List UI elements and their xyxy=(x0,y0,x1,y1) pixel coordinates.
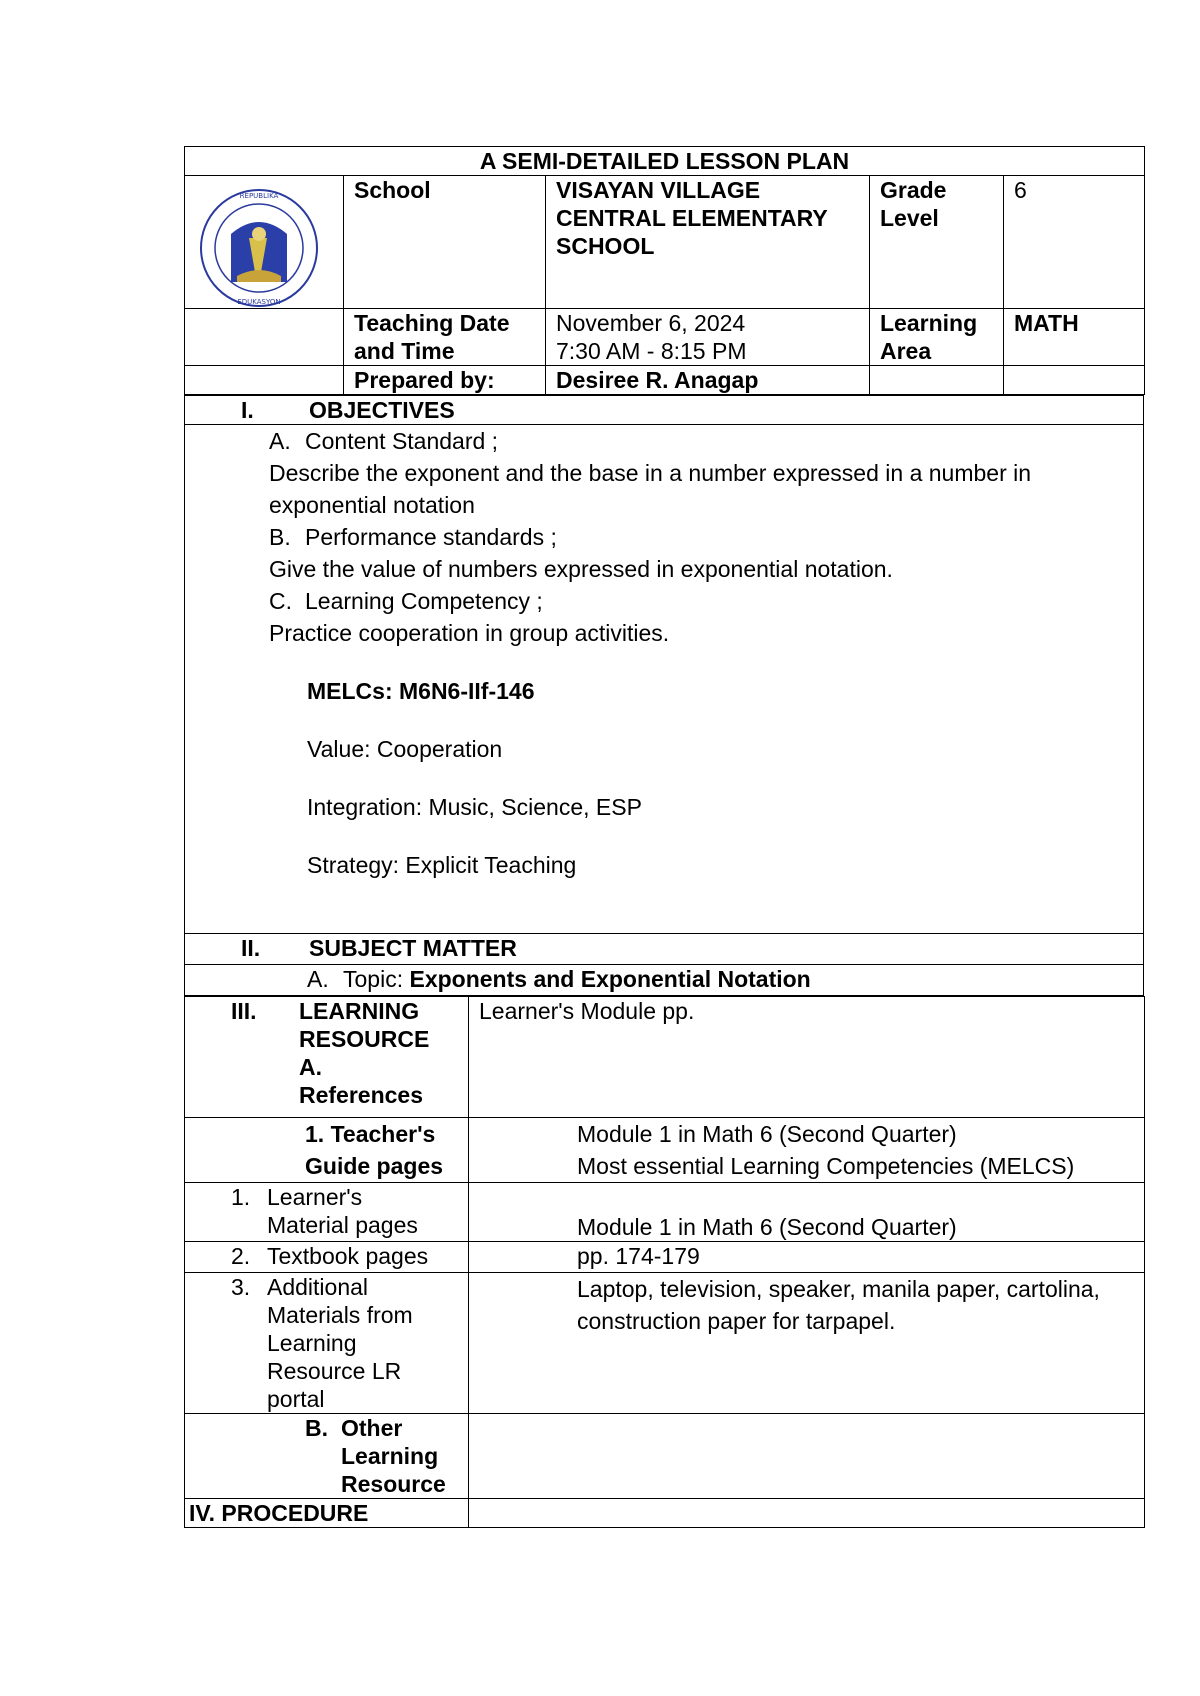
other-resource-block xyxy=(305,1414,458,1498)
learner-label: Learner's Material pages xyxy=(267,1184,418,1238)
objectives-body xyxy=(185,425,1144,934)
additional-label: Additional Materials from Learning Resource LR portal xyxy=(267,1274,413,1412)
resources-heading-text xyxy=(299,997,449,1109)
topic-value: Exponents and Exponential Notation xyxy=(409,966,811,992)
objectives-heading-row xyxy=(185,396,1144,425)
textbook-num: 2. xyxy=(231,1243,251,1269)
date-label: Teaching Date and Time xyxy=(344,309,546,366)
content-standard: A. Content Standard ; xyxy=(269,428,499,454)
teacher-guide-value-1: Module 1 in Math 6 (Second Quarter) xyxy=(577,1121,957,1147)
header-table xyxy=(184,146,1145,395)
learning-competency-desc: Practice cooperation in group activities. xyxy=(269,620,670,646)
subject-num: II. xyxy=(241,935,261,961)
resources-heading-cell xyxy=(185,997,469,1118)
resources-num: III. xyxy=(231,998,257,1024)
topic-row xyxy=(185,965,1144,996)
integration-text: Integration: Music, Science, ESP xyxy=(307,794,642,820)
procedure-value xyxy=(469,1499,1145,1528)
melcs-code: MELCs: M6N6-IIf-146 xyxy=(307,678,535,704)
empty-cell xyxy=(1004,366,1145,395)
empty-cell xyxy=(870,366,1004,395)
learner-material-block xyxy=(231,1183,458,1239)
objectives-table xyxy=(184,395,1144,996)
additional-num: 3. xyxy=(231,1274,251,1300)
objectives-heading: OBJECTIVES xyxy=(309,397,455,423)
learning-competency: C. Learning Competency ; xyxy=(269,588,543,614)
grade-value: 6 xyxy=(1004,176,1145,309)
topic-label: A. xyxy=(307,966,329,992)
performance-standard: B. Performance standards ; xyxy=(269,524,557,550)
document-title: A SEMI-DETAILED LESSON PLAN xyxy=(185,147,1145,176)
learner-material-cell xyxy=(185,1183,469,1242)
area-value: MATH xyxy=(1004,309,1145,366)
other-heading: Other Learning Resource xyxy=(341,1415,446,1497)
svg-text:REPUBLIKA: REPUBLIKA xyxy=(239,192,279,200)
prepared-label: Prepared by: xyxy=(344,366,546,395)
grade-label: Grade Level xyxy=(870,176,1004,309)
procedure-heading: IV. PROCEDURE xyxy=(185,1499,469,1528)
school-value: VISAYAN VILLAGE CENTRAL ELEMENTARY SCHOOL xyxy=(546,176,870,309)
references-value: Learner's Module pp. xyxy=(469,997,1145,1118)
performance-standard-desc: Give the value of numbers expressed in exponential notation. xyxy=(269,556,893,582)
other-resource-cell xyxy=(185,1414,469,1499)
empty-cell xyxy=(185,366,344,395)
textbook-label: Textbook pages xyxy=(267,1243,429,1269)
objectives-num: I. xyxy=(241,397,254,423)
area-label: Learning Area xyxy=(870,309,1004,366)
resources-heading-block xyxy=(185,997,458,1109)
references-label: A. xyxy=(299,1054,322,1080)
empty-cell xyxy=(185,309,344,366)
textbook-cell xyxy=(185,1242,469,1273)
textbook-value: pp. 174-179 xyxy=(469,1242,1145,1273)
learner-material-value: Module 1 in Math 6 (Second Quarter) xyxy=(469,1183,1145,1242)
content-standard-desc: Describe the exponent and the base in a number expressed in a number in exponential notation xyxy=(269,460,1032,518)
school-label: School xyxy=(344,176,546,309)
additional-materials-value: Laptop, television, speaker, manila paper, cartolina, construction paper for tarpapel. xyxy=(469,1273,1145,1414)
teacher-guide-label: 1. Teacher's Guide pages xyxy=(185,1118,469,1183)
subject-heading: SUBJECT MATTER xyxy=(309,935,517,961)
logo-cell xyxy=(185,176,344,309)
strategy-text: Strategy: Explicit Teaching xyxy=(307,852,577,878)
teacher-guide-value xyxy=(469,1118,1145,1183)
additional-materials-cell xyxy=(185,1273,469,1414)
date-time-cell xyxy=(546,309,870,366)
other-resource-value xyxy=(469,1414,1145,1499)
deped-seal-icon xyxy=(197,184,325,308)
additional-materials-block xyxy=(231,1273,458,1413)
topic-prefix: Topic: xyxy=(343,966,404,992)
time-value: 7:30 AM - 8:15 PM xyxy=(556,338,747,364)
learner-num: 1. xyxy=(231,1184,251,1210)
other-label: B. xyxy=(305,1415,328,1441)
subject-matter-heading-row xyxy=(185,934,1144,965)
resources-heading: LEARNING RESOURCE xyxy=(299,998,430,1052)
date-value: November 6, 2024 xyxy=(556,310,746,336)
svg-text:EDUKASYON: EDUKASYON xyxy=(237,298,281,306)
resources-table xyxy=(184,996,1145,1528)
lesson-plan-document xyxy=(184,146,1144,1528)
teacher-guide-value-2: Most essential Learning Competencies (MELCS) xyxy=(577,1153,1075,1179)
references-heading: References xyxy=(299,1082,424,1108)
prepared-value: Desiree R. Anagap xyxy=(546,366,870,395)
value-text: Value: Cooperation xyxy=(307,736,503,762)
